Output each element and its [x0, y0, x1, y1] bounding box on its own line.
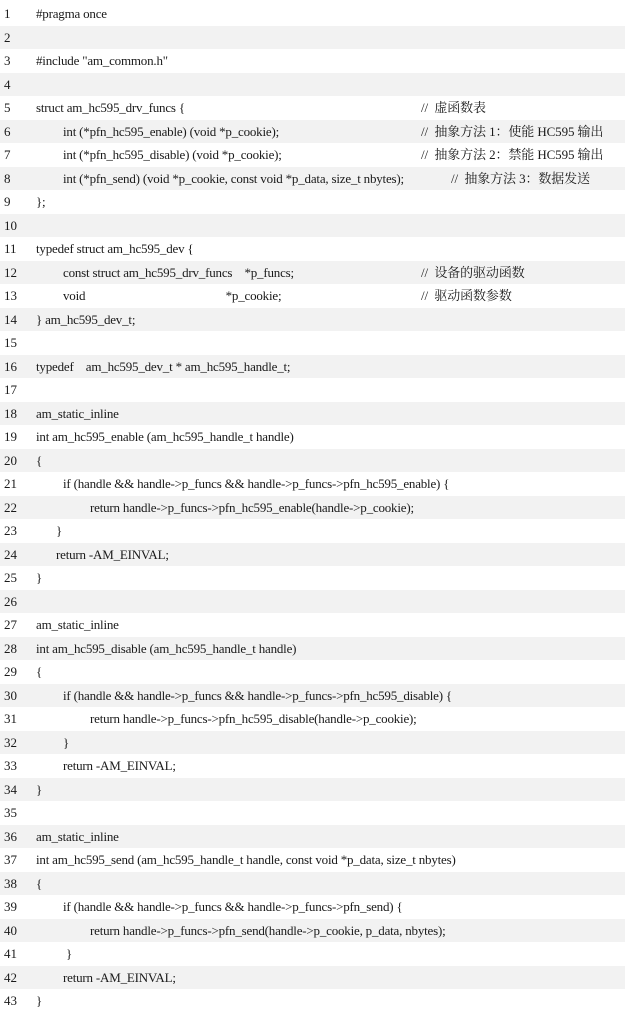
- line-number: 3: [4, 53, 11, 68]
- code-line: [0, 96, 625, 120]
- code-text: if (handle && handle->p_funcs && handle->p_funcs->pfn_send) {: [63, 899, 403, 914]
- code-text: am_static_inline: [36, 617, 119, 632]
- line-number: 29: [4, 664, 17, 679]
- code-line: [0, 895, 625, 919]
- code-text: } am_hc595_dev_t;: [36, 311, 136, 327]
- line-number: 39: [4, 899, 17, 914]
- code-text: am_static_inline: [36, 405, 119, 421]
- line-number: 28: [4, 640, 17, 656]
- code-line: [0, 566, 625, 590]
- line-number: 9: [4, 194, 11, 209]
- code-comment: // 抽象方法 3：数据发送: [451, 170, 590, 186]
- code-text: int (*pfn_send) (void *p_cookie, const void *p_data, size_t nbytes);: [63, 170, 404, 186]
- code-line: [0, 989, 625, 1013]
- line-number: 21: [4, 476, 17, 491]
- code-line: [0, 355, 625, 379]
- line-number: 32: [4, 734, 17, 750]
- code-line: [0, 660, 625, 684]
- code-line: [0, 707, 625, 731]
- code-comment: // 设备的驱动函数: [421, 264, 525, 280]
- line-number: 10: [4, 217, 17, 233]
- code-line: [0, 942, 625, 966]
- line-number: 4: [4, 76, 11, 92]
- code-line: [0, 966, 625, 990]
- line-number: 16: [4, 358, 17, 374]
- code-comment: // 虚函数表: [421, 100, 486, 115]
- code-text: }: [36, 781, 43, 797]
- code-text: if (handle && handle->p_funcs && handle->p_funcs->pfn_hc595_disable) {: [63, 687, 452, 703]
- code-text: }: [36, 993, 43, 1008]
- code-line: [0, 590, 625, 614]
- code-line: [0, 496, 625, 520]
- code-text: {: [36, 452, 43, 468]
- code-text: int (*pfn_hc595_enable) (void *p_cookie);: [63, 123, 279, 139]
- line-number: 30: [4, 687, 17, 703]
- code-text: }: [63, 734, 70, 750]
- code-text: void *p_cookie;: [63, 288, 282, 303]
- line-number: 15: [4, 335, 17, 350]
- code-text: int am_hc595_send (am_hc595_handle_t handle, const void *p_data, size_t nbytes): [36, 852, 456, 867]
- code-line: [0, 637, 625, 661]
- code-line: [0, 73, 625, 97]
- code-line: [0, 543, 625, 567]
- code-line: [0, 2, 625, 26]
- code-text: const struct am_hc595_drv_funcs *p_funcs;: [63, 264, 294, 280]
- code-line: [0, 425, 625, 449]
- line-number: 25: [4, 570, 17, 585]
- code-line: [0, 613, 625, 637]
- code-line: [0, 919, 625, 943]
- code-text: return -AM_EINVAL;: [63, 969, 176, 985]
- code-text: #pragma once: [36, 6, 107, 21]
- line-number: 13: [4, 288, 17, 303]
- code-line: [0, 754, 625, 778]
- code-text: struct am_hc595_drv_funcs {: [36, 100, 185, 115]
- line-number: 8: [4, 170, 11, 186]
- code-text: return -AM_EINVAL;: [63, 758, 176, 773]
- code-comment: // 驱动函数参数: [421, 288, 512, 303]
- code-line: [0, 261, 625, 285]
- code-text: typedef am_hc595_dev_t * am_hc595_handle_t;: [36, 358, 291, 374]
- line-number: 35: [4, 805, 17, 820]
- code-line: [0, 214, 625, 238]
- code-text: }: [56, 523, 63, 538]
- code-line: [0, 825, 625, 849]
- line-number: 14: [4, 311, 17, 327]
- code-line: [0, 684, 625, 708]
- code-text: if (handle && handle->p_funcs && handle->p_funcs->pfn_hc595_enable) {: [63, 476, 450, 491]
- line-number: 17: [4, 382, 17, 397]
- line-number: 40: [4, 922, 17, 938]
- line-number: 36: [4, 828, 17, 844]
- code-text: int am_hc595_enable (am_hc595_handle_t handle): [36, 429, 294, 444]
- code-line: [0, 49, 625, 73]
- line-number: 26: [4, 593, 17, 609]
- code-line: [0, 778, 625, 802]
- line-number: 42: [4, 969, 17, 985]
- code-line: [0, 237, 625, 261]
- code-text: }: [66, 946, 73, 961]
- code-line: [0, 143, 625, 167]
- code-line: [0, 731, 625, 755]
- line-number: 24: [4, 546, 17, 562]
- code-line: [0, 472, 625, 496]
- code-text: {: [36, 875, 43, 891]
- line-number: 27: [4, 617, 17, 632]
- code-line: [0, 449, 625, 473]
- code-line: [0, 801, 625, 825]
- code-line: [0, 848, 625, 872]
- code-text: am_static_inline: [36, 828, 119, 844]
- line-number: 11: [4, 241, 17, 256]
- code-text: return handle->p_funcs->pfn_hc595_disable(handle->p_cookie);: [90, 711, 417, 726]
- code-line: [0, 378, 625, 402]
- line-number: 33: [4, 758, 17, 773]
- line-number: 41: [4, 946, 17, 961]
- code-comment: // 抽象方法 2：禁能 HC595 输出: [421, 147, 604, 162]
- code-text: };: [36, 194, 46, 209]
- line-number: 18: [4, 405, 17, 421]
- line-number: 34: [4, 781, 17, 797]
- line-number: 6: [4, 123, 11, 139]
- code-line: [0, 519, 625, 543]
- code-line: [0, 190, 625, 214]
- line-number: 31: [4, 711, 17, 726]
- line-number: 2: [4, 29, 11, 45]
- code-line: [0, 331, 625, 355]
- code-line: [0, 872, 625, 896]
- code-text: #include "am_common.h": [36, 53, 168, 68]
- line-number: 43: [4, 993, 17, 1008]
- line-number: 22: [4, 499, 17, 515]
- code-line: [0, 26, 625, 50]
- code-line: [0, 120, 625, 144]
- code-text: return -AM_EINVAL;: [56, 546, 169, 562]
- code-text: int (*pfn_hc595_disable) (void *p_cookie);: [63, 147, 282, 162]
- line-number: 19: [4, 429, 17, 444]
- code-text: int am_hc595_disable (am_hc595_handle_t handle): [36, 640, 297, 656]
- code-text: }: [36, 570, 43, 585]
- code-text: typedef struct am_hc595_dev {: [36, 241, 194, 256]
- line-number: 7: [4, 147, 11, 162]
- line-number: 1: [4, 6, 11, 21]
- code-line: [0, 284, 625, 308]
- line-number: 23: [4, 523, 17, 538]
- line-number: 20: [4, 452, 17, 468]
- line-number: 37: [4, 852, 17, 867]
- code-line: [0, 167, 625, 191]
- line-number: 5: [4, 100, 11, 115]
- code-line: [0, 308, 625, 332]
- line-number: 12: [4, 264, 17, 280]
- code-text: return handle->p_funcs->pfn_send(handle->p_cookie, p_data, nbytes);: [90, 922, 446, 938]
- code-text: return handle->p_funcs->pfn_hc595_enable(handle->p_cookie);: [90, 499, 414, 515]
- code-text: {: [36, 664, 43, 679]
- code-line: [0, 402, 625, 426]
- line-number: 38: [4, 875, 17, 891]
- code-comment: // 抽象方法 1：使能 HC595 输出: [421, 123, 604, 139]
